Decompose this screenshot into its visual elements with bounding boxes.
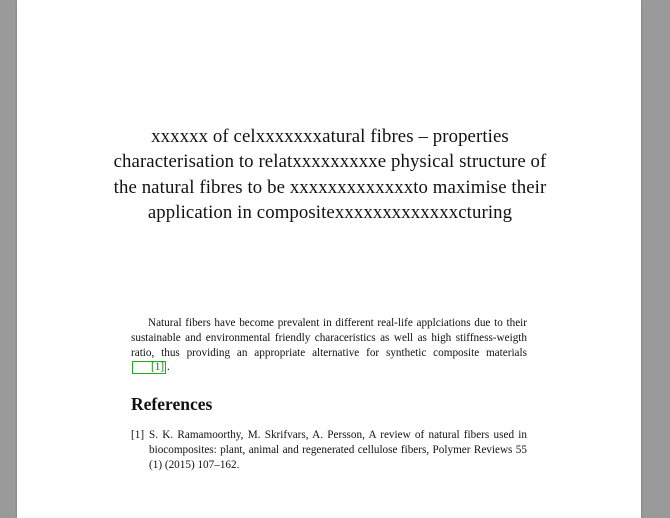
reference-text: S. K. Ramamoorthy, M. Skrifvars, A. Persson, A review of natural fibers used in biocomposites: plant, animal and regenerated cellulose fibers, Polymer Reviews 55 (1) (2015) 107–162. bbox=[149, 429, 527, 471]
references-heading: References bbox=[131, 394, 213, 414]
abstract-text: Natural fibers have become prevalent in different real-life applciations due to their sustainable and environmental friendly characeristics as well as high stiffness-weigth ratio, thus providing an appropriate alternative for synthetic composite materials bbox=[131, 317, 527, 359]
reference-number: [1] bbox=[131, 429, 145, 441]
document-title: xxxxxx of celxxxxxxxatural fibres – properties characterisation to relatxxxxxxxxxe physical structure of the natural fibres to be xxxxxxxxxxxxxto maximise their application in compositexxxxxxxxxxxxxcturing bbox=[113, 126, 547, 223]
reference-item bbox=[131, 428, 527, 472]
abstract-text-end: . bbox=[167, 361, 170, 374]
citation-link[interactable]: [1] bbox=[132, 361, 166, 374]
document-page bbox=[17, 0, 641, 518]
abstract-paragraph bbox=[131, 316, 527, 375]
